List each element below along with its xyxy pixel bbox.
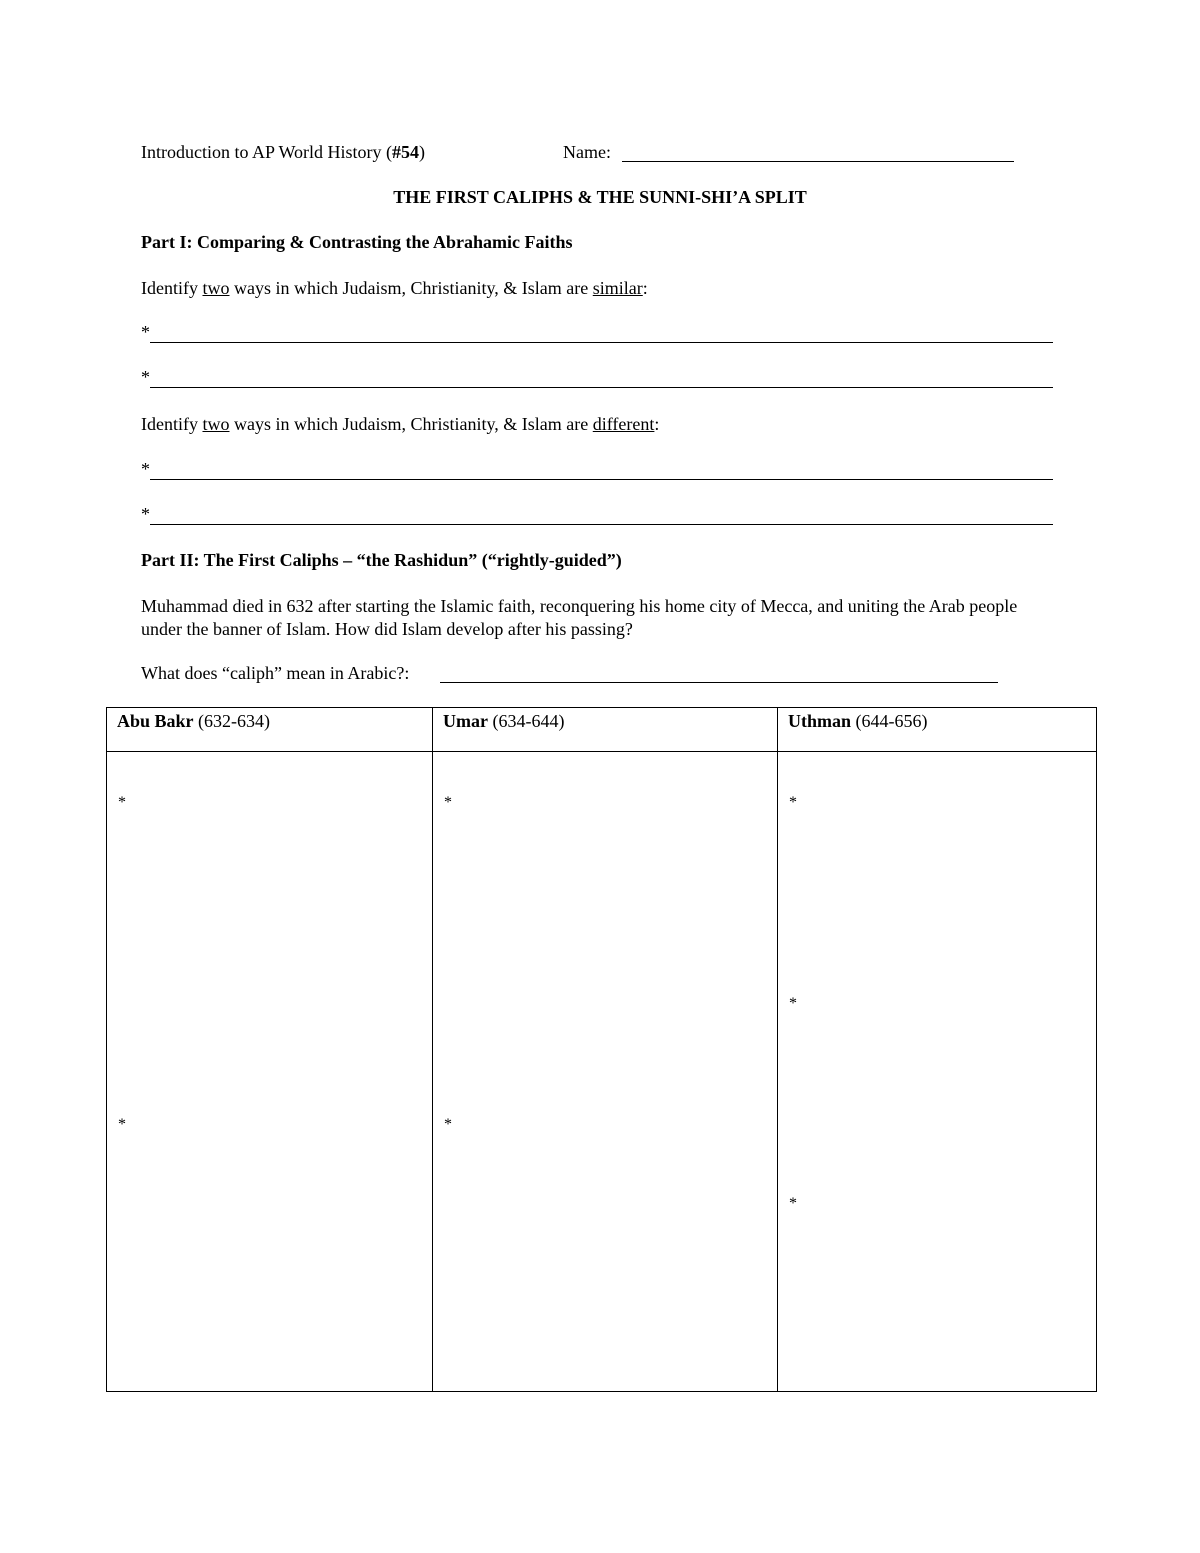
caliph-dates: (632-634)	[193, 711, 271, 731]
part2-heading: Part II: The First Caliphs – “the Rashidun” (“rightly-guided”)	[141, 550, 622, 570]
caliph-name: Umar	[443, 711, 488, 731]
bullet: *	[118, 1116, 126, 1133]
table-header-row	[107, 708, 1097, 752]
prompt-keyword: different	[592, 414, 655, 434]
table-body-row	[107, 752, 1097, 1392]
prompt-keyword: similar	[592, 278, 643, 298]
name-field[interactable]	[622, 161, 1014, 162]
bullet: *	[141, 459, 150, 479]
part1-heading: Part I: Comparing & Contrasting the Abrahamic Faiths	[141, 232, 573, 252]
bullet: *	[789, 1195, 797, 1212]
answer-line-different-1[interactable]	[150, 479, 1053, 480]
similar-prompt	[141, 278, 648, 299]
prompt-text: :	[654, 414, 660, 434]
bullet: *	[444, 1116, 452, 1133]
caliph-dates: (644-656)	[851, 711, 928, 731]
course-close: )	[419, 142, 426, 162]
prompt-text: ways in which Judaism, Christianity, & Islam are	[229, 414, 593, 434]
cell-umar[interactable]	[433, 752, 778, 1392]
header-uthman	[778, 708, 1097, 752]
caliph-dates: (634-644)	[487, 711, 565, 731]
cell-abu-bakr[interactable]	[107, 752, 433, 1392]
bullet: *	[789, 794, 797, 811]
caliphs-table	[106, 707, 1097, 1392]
different-prompt	[141, 414, 659, 435]
intro-paragraph: Muhammad died in 632 after starting the Islamic faith, reconquering his home city of Mecca, and uniting the Arab people under the banner of Islam. How did Islam develop after his passing?	[141, 596, 1018, 639]
course-title	[141, 142, 425, 163]
bullet: *	[789, 995, 797, 1012]
name-label: Name:	[563, 142, 611, 162]
bullet: *	[141, 367, 150, 387]
caliph-name: Abu Bakr	[117, 711, 194, 731]
caliph-answer-line[interactable]	[440, 682, 998, 683]
answer-line-similar-2[interactable]	[150, 387, 1053, 388]
prompt-emphasis: two	[202, 278, 230, 298]
page-title: THE FIRST CALIPHS & THE SUNNI-SHI’A SPLIT	[393, 187, 807, 207]
prompt-text: Identify	[141, 278, 203, 298]
prompt-text: :	[642, 278, 648, 298]
answer-line-different-2[interactable]	[150, 524, 1053, 525]
header-umar	[433, 708, 778, 752]
caliph-question: What does “caliph” mean in Arabic?:	[141, 663, 410, 683]
bullet: *	[141, 322, 150, 342]
prompt-text: Identify	[141, 414, 203, 434]
header-abu-bakr	[107, 708, 433, 752]
bullet: *	[444, 794, 452, 811]
answer-line-similar-1[interactable]	[150, 342, 1053, 343]
course-text: Introduction to AP World History (	[141, 142, 393, 162]
bullet: *	[118, 794, 126, 811]
prompt-text: ways in which Judaism, Christianity, & Islam are	[229, 278, 593, 298]
prompt-emphasis: two	[202, 414, 230, 434]
lesson-number: #54	[392, 142, 420, 162]
caliph-name: Uthman	[788, 711, 852, 731]
bullet: *	[141, 504, 150, 524]
cell-uthman[interactable]	[778, 752, 1097, 1392]
